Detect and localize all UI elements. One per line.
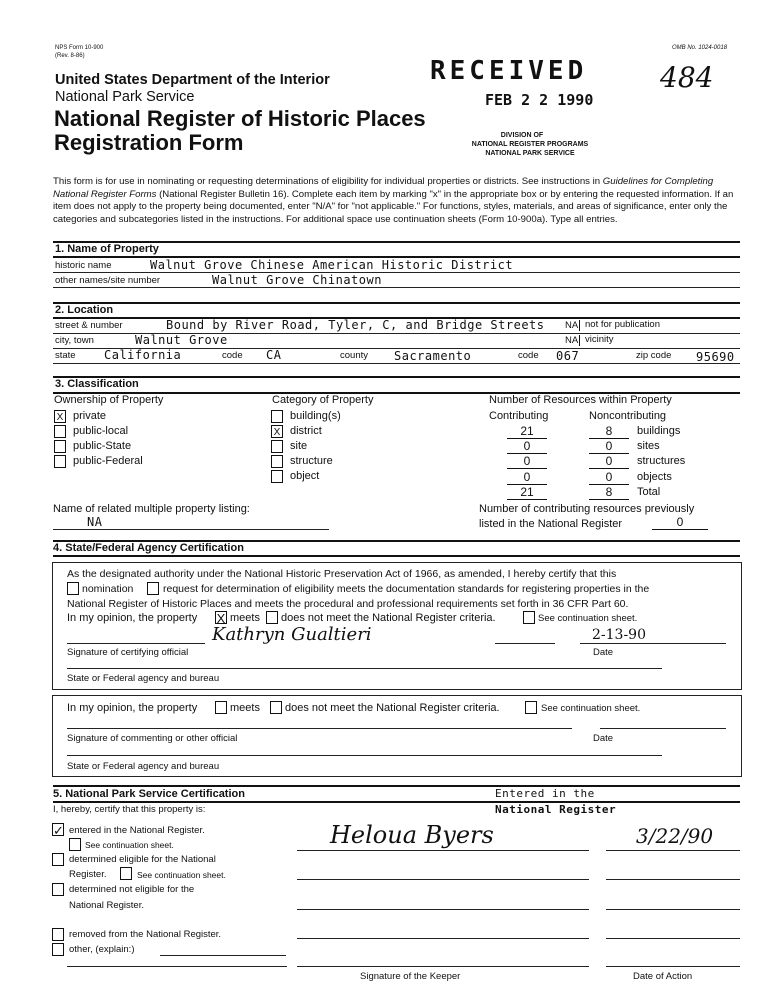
buildings-type: buildings xyxy=(637,425,681,437)
omb-number: OMB No. 1024-0018 xyxy=(672,45,728,51)
date-label: Date xyxy=(593,647,614,658)
section-5-heading: 5. National Park Service Certification xyxy=(53,788,245,800)
agency: National Park Service xyxy=(55,89,195,105)
buildings-label: building(s) xyxy=(290,410,341,422)
zip-label: zip code xyxy=(636,350,672,361)
previous-label-1: Number of contributing resources previously xyxy=(479,503,695,515)
private-checkbox[interactable]: X xyxy=(54,410,66,423)
not-eligible-checkbox[interactable] xyxy=(52,883,64,896)
previous-label-2: listed in the National Register xyxy=(479,518,623,530)
meets-checkbox[interactable]: X xyxy=(216,611,226,626)
not-for-publication-label: not for publication xyxy=(585,319,660,330)
nomination-checkbox[interactable] xyxy=(67,582,79,595)
resources-label: Number of Resources within Property xyxy=(489,394,672,406)
county-code-field[interactable]: 067 xyxy=(556,349,580,363)
does-not-meet-checkbox-2[interactable] xyxy=(270,701,282,714)
removed-checkbox[interactable] xyxy=(52,928,64,941)
contributing-total[interactable]: 21 xyxy=(507,486,547,500)
entered-see-continuation-label: See continuation sheet. xyxy=(85,840,174,850)
city-label: city, town xyxy=(55,335,94,346)
object-checkbox[interactable] xyxy=(271,470,283,483)
see-continuation-checkbox-2[interactable] xyxy=(525,701,537,714)
handwritten-number: 484 xyxy=(660,61,714,94)
does-not-meet-checkbox[interactable] xyxy=(266,611,278,624)
does-not-meet-label-2: does not meet the National Register criteria. xyxy=(285,702,500,714)
received-stamp: RECEIVED xyxy=(430,56,588,86)
section-4-heading: 4. State/Federal Agency Certification xyxy=(53,542,244,554)
removed-label: removed from the National Register. xyxy=(69,929,222,940)
guidelines-title: Guidelines for Completing National Register Forms xyxy=(53,176,714,200)
entered-checkbox[interactable]: ✓ xyxy=(53,823,64,838)
noncontributing-structures[interactable]: 0 xyxy=(589,455,629,469)
site-label: site xyxy=(290,440,308,452)
cert-line-1: As the designated authority under the National Historic Preservation Act of 1966, as amended, I hereby certify that this xyxy=(67,568,617,580)
state-code-label: code xyxy=(222,350,243,361)
keeper-signature-label: Signature of the Keeper xyxy=(360,971,461,982)
other-names-label: other names/site number xyxy=(55,275,161,286)
county-field[interactable]: Sacramento xyxy=(394,349,472,363)
not-for-publication-checkbox[interactable]: NA xyxy=(565,320,579,331)
intro-text-2: (National Register Bulletin 16). Complete each item by marking "x" in the appropriate box or by entering the requested information. If an item does not apply to the property being documented, enter "N/A" for "not applicable." For functions, styles, materials, and areas of significance, enter only the categories and subcategories listed in the instructions. For additional space use continuation sheets (Form 10-900a). Type all entries. xyxy=(53,188,734,225)
division-line3: NATIONAL PARK SERVICE xyxy=(485,150,575,157)
date-of-action-label: Date of Action xyxy=(633,971,693,982)
contributing-buildings[interactable]: 21 xyxy=(507,425,547,439)
vicinity-checkbox[interactable]: NA xyxy=(565,335,579,346)
ownership-label: Ownership of Property xyxy=(54,394,164,406)
section-1-heading: 1. Name of Property xyxy=(55,243,159,255)
see-continuation-label: See continuation sheet. xyxy=(538,613,638,624)
section-3-heading: 3. Classification xyxy=(55,378,139,390)
commenting-signature-label: Signature of commenting or other official xyxy=(67,733,238,744)
entered-label: entered in the National Register. xyxy=(69,825,205,836)
received-date: FEB 2 2 1990 xyxy=(485,91,594,109)
total-type: Total xyxy=(637,486,661,498)
contributing-structures[interactable]: 0 xyxy=(507,455,547,469)
related-listing-field[interactable]: NA xyxy=(87,515,103,529)
related-listing-label: Name of related multiple property listing: xyxy=(53,503,250,515)
nomination-label: nomination xyxy=(82,583,134,595)
site-checkbox[interactable] xyxy=(271,440,283,453)
structures-type: structures xyxy=(637,455,686,467)
form-title: National Register of Historic Places xyxy=(54,106,426,131)
agency-label-2: State or Federal agency and bureau xyxy=(67,761,220,772)
entered-stamp-line-2: National Register xyxy=(495,803,617,816)
meets-checkbox-2[interactable] xyxy=(215,701,227,714)
eligible-see-continuation-checkbox[interactable] xyxy=(120,867,132,880)
district-label: district xyxy=(290,425,322,437)
commenting-date-label: Date xyxy=(593,733,614,744)
buildings-checkbox[interactable] xyxy=(271,410,283,423)
district-checkbox[interactable]: X xyxy=(271,425,283,438)
certify-intro: I, hereby, certify that this property is: xyxy=(53,804,206,815)
cert-line-2: request for determination of eligibility meets the documentation standards for registering properties in the xyxy=(163,583,650,595)
historic-name-field[interactable]: Walnut Grove Chinese American Historic District xyxy=(150,258,514,272)
noncontributing-sites[interactable]: 0 xyxy=(589,440,629,454)
signature-label: Signature of certifying official xyxy=(67,647,189,658)
see-continuation-label-2: See continuation sheet. xyxy=(541,703,641,714)
agency-label: State or Federal agency and bureau xyxy=(67,673,220,684)
city-field[interactable]: Walnut Grove xyxy=(135,333,228,347)
public-local-label: public-local xyxy=(73,425,129,437)
noncontributing-label: Noncontributing xyxy=(589,410,667,422)
other-label: other, (explain:) xyxy=(69,944,135,955)
noncontributing-objects[interactable]: 0 xyxy=(589,471,629,485)
vicinity-label: vicinity xyxy=(585,334,614,345)
form-revision: (Rev. 8-86) xyxy=(55,53,85,59)
see-continuation-checkbox[interactable] xyxy=(523,611,535,624)
contributing-objects[interactable]: 0 xyxy=(507,471,547,485)
previous-count[interactable]: 0 xyxy=(652,516,708,530)
state-code-field[interactable]: CA xyxy=(266,348,282,362)
state-field[interactable]: California xyxy=(104,348,182,362)
public-federal-label: public-Federal xyxy=(73,455,143,467)
public-local-checkbox[interactable] xyxy=(54,425,66,438)
structure-label: structure xyxy=(290,455,333,467)
sites-type: sites xyxy=(637,440,660,452)
section-2-heading: 2. Location xyxy=(55,304,114,316)
county-code-label: code xyxy=(518,350,539,361)
category-label: Category of Property xyxy=(272,394,374,406)
keeper-signature: Heloua Byers xyxy=(330,821,494,849)
zip-field[interactable]: 95690 xyxy=(696,350,735,364)
request-checkbox[interactable] xyxy=(147,582,159,595)
certifying-signature: Kathryn Gualtieri xyxy=(212,624,372,645)
eligible-see-continuation-label: See continuation sheet. xyxy=(137,870,226,880)
form-subtitle: Registration Form xyxy=(54,130,244,155)
public-state-checkbox[interactable] xyxy=(54,440,66,453)
noncontributing-buildings[interactable]: 8 xyxy=(589,425,629,439)
contributing-label: Contributing xyxy=(489,410,549,422)
intro-paragraph xyxy=(53,176,743,226)
certifying-date: 2-13-90 xyxy=(592,627,646,643)
does-not-meet-label: does not meet the National Register criteria. xyxy=(281,612,496,624)
public-federal-checkbox[interactable] xyxy=(54,455,66,468)
opinion-text-2: In my opinion, the property xyxy=(67,702,198,714)
noncontributing-total[interactable]: 8 xyxy=(589,486,629,500)
objects-type: objects xyxy=(637,471,672,483)
contributing-sites[interactable]: 0 xyxy=(507,440,547,454)
other-checkbox[interactable] xyxy=(52,943,64,956)
not-eligible-label-2: National Register. xyxy=(69,900,144,911)
form-number: NPS Form 10-900 xyxy=(55,45,104,51)
street-field[interactable]: Bound by River Road, Tyler, C, and Bridge Streets xyxy=(166,318,545,332)
state-label: state xyxy=(55,350,76,361)
eligible-label-2: Register. xyxy=(69,869,107,880)
intro-text: This form is for use in nominating or requesting determinations of eligibility for individual properties or districts. See instructions in xyxy=(53,176,603,187)
division-line1: DIVISION OF xyxy=(500,132,544,139)
department: United States Department of the Interior xyxy=(55,72,330,88)
eligible-label-1: determined eligible for the National xyxy=(69,854,216,865)
entered-stamp-line-1: Entered in the xyxy=(495,787,595,800)
private-label: private xyxy=(73,410,107,422)
meets-label: meets xyxy=(230,612,260,624)
public-state-label: public-State xyxy=(73,440,132,452)
eligible-checkbox[interactable] xyxy=(52,853,64,866)
division-line2: NATIONAL REGISTER PROGRAMS xyxy=(471,141,589,148)
historic-name-label: historic name xyxy=(55,260,112,271)
street-label: street & number xyxy=(55,320,123,331)
structure-checkbox[interactable] xyxy=(271,455,283,468)
cert-line-3: National Register of Historic Places and meets the procedural and professional requirements set forth in 36 CFR Part 60. xyxy=(67,598,629,610)
not-eligible-label-1: determined not eligible for the xyxy=(69,884,195,895)
opinion-text: In my opinion, the property xyxy=(67,612,198,624)
object-label: object xyxy=(290,470,320,482)
meets-label-2: meets xyxy=(230,702,260,714)
entered-see-continuation-checkbox[interactable] xyxy=(69,838,81,851)
county-label: county xyxy=(340,350,368,361)
other-names-field[interactable]: Walnut Grove Chinatown xyxy=(212,273,382,287)
action-date: 3/22/90 xyxy=(636,824,714,848)
